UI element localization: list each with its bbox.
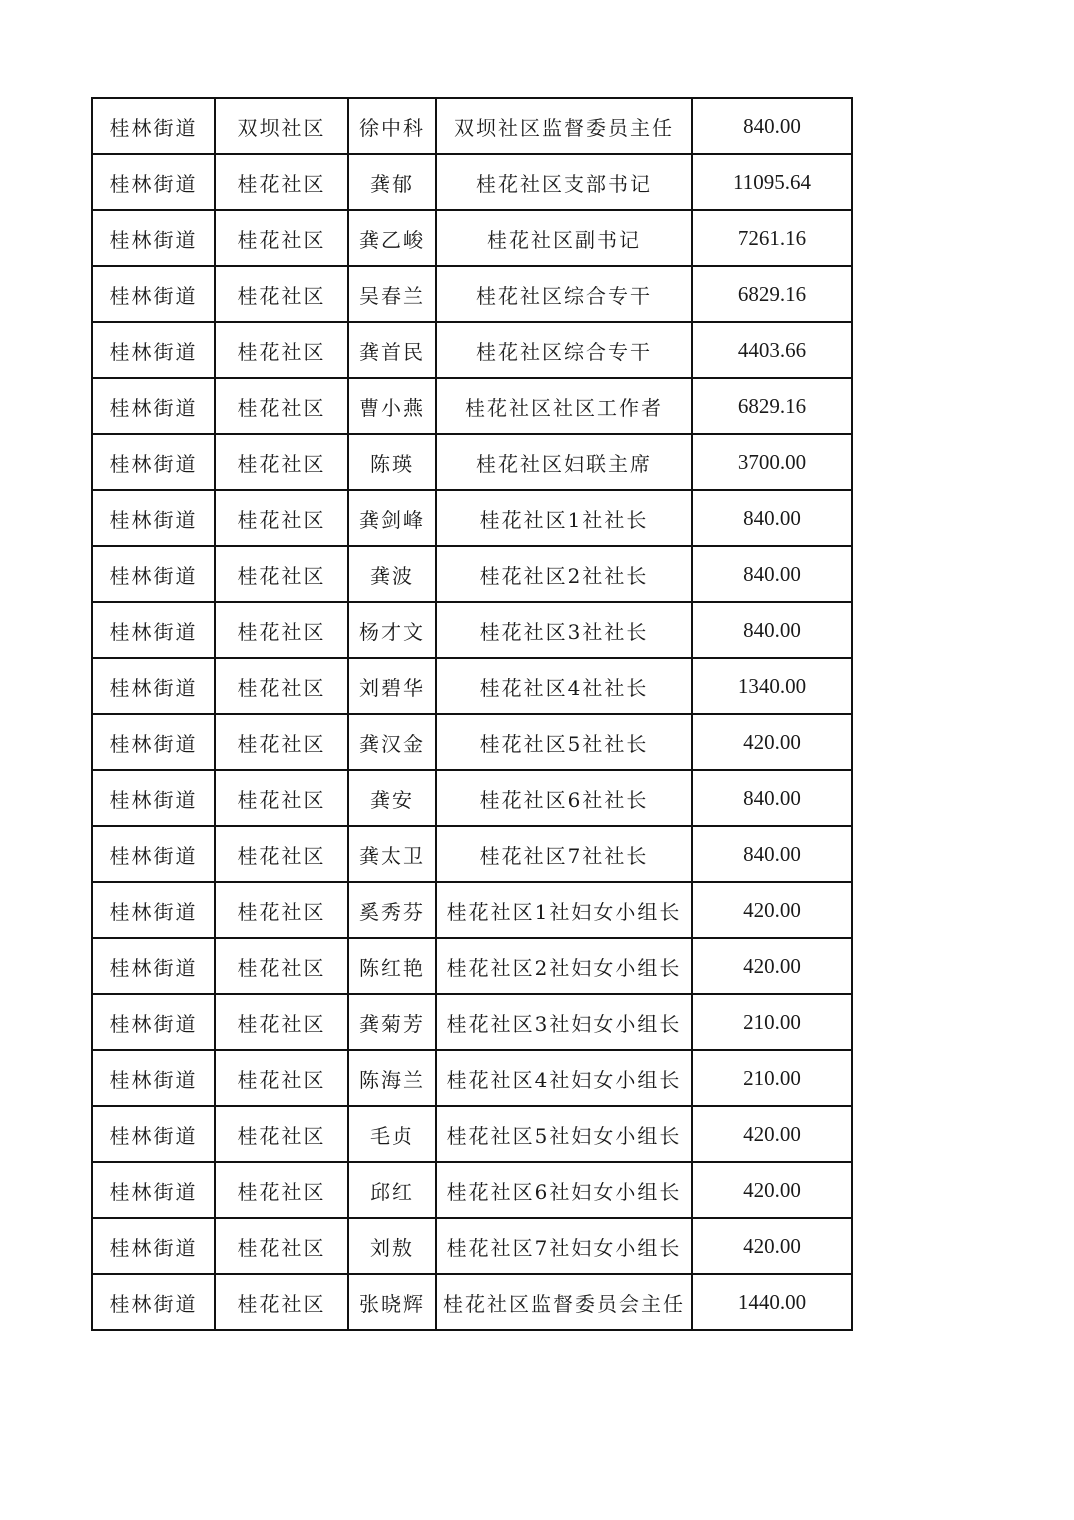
position-cell: 桂花社区7社妇女小组长 xyxy=(436,1218,692,1274)
person-name-cell: 曹小燕 xyxy=(348,378,436,434)
community-cell: 桂花社区 xyxy=(215,1050,348,1106)
community-cell: 桂花社区 xyxy=(215,826,348,882)
community-cell: 桂花社区 xyxy=(215,1218,348,1274)
position-cell: 桂花社区2社妇女小组长 xyxy=(436,938,692,994)
position-cell: 桂花社区妇联主席 xyxy=(436,434,692,490)
person-name-cell: 龚郁 xyxy=(348,154,436,210)
street-cell: 桂林街道 xyxy=(92,434,215,490)
street-cell: 桂林街道 xyxy=(92,1162,215,1218)
street-cell: 桂林街道 xyxy=(92,1106,215,1162)
position-cell: 双坝社区监督委员主任 xyxy=(436,98,692,154)
person-name-cell: 邱红 xyxy=(348,1162,436,1218)
table-row xyxy=(92,994,852,1050)
street-cell: 桂林街道 xyxy=(92,602,215,658)
position-cell: 桂花社区4社社长 xyxy=(436,658,692,714)
community-cell: 桂花社区 xyxy=(215,210,348,266)
table-row xyxy=(92,266,852,322)
community-cell: 桂花社区 xyxy=(215,266,348,322)
table-row xyxy=(92,1106,852,1162)
street-cell: 桂林街道 xyxy=(92,210,215,266)
person-name-cell: 龚菊芳 xyxy=(348,994,436,1050)
position-cell: 桂花社区监督委员会主任 xyxy=(436,1274,692,1330)
position-cell: 桂花社区1社妇女小组长 xyxy=(436,882,692,938)
amount-cell: 420.00 xyxy=(692,1162,852,1218)
table-row xyxy=(92,434,852,490)
position-cell: 桂花社区7社社长 xyxy=(436,826,692,882)
position-cell: 桂花社区5社妇女小组长 xyxy=(436,1106,692,1162)
table-row xyxy=(92,714,852,770)
street-cell: 桂林街道 xyxy=(92,490,215,546)
person-name-cell: 陈红艳 xyxy=(348,938,436,994)
amount-cell: 420.00 xyxy=(692,1106,852,1162)
community-cell: 桂花社区 xyxy=(215,546,348,602)
person-name-cell: 龚波 xyxy=(348,546,436,602)
amount-cell: 840.00 xyxy=(692,826,852,882)
position-cell: 桂花社区社区工作者 xyxy=(436,378,692,434)
position-cell: 桂花社区支部书记 xyxy=(436,154,692,210)
street-cell: 桂林街道 xyxy=(92,826,215,882)
person-name-cell: 龚剑峰 xyxy=(348,490,436,546)
street-cell: 桂林街道 xyxy=(92,1050,215,1106)
table-row xyxy=(92,1162,852,1218)
amount-cell: 1440.00 xyxy=(692,1274,852,1330)
community-cell: 桂花社区 xyxy=(215,1274,348,1330)
street-cell: 桂林街道 xyxy=(92,770,215,826)
table-row xyxy=(92,658,852,714)
street-cell: 桂林街道 xyxy=(92,938,215,994)
street-cell: 桂林街道 xyxy=(92,882,215,938)
street-cell: 桂林街道 xyxy=(92,1218,215,1274)
amount-cell: 210.00 xyxy=(692,1050,852,1106)
street-cell: 桂林街道 xyxy=(92,714,215,770)
table-row xyxy=(92,882,852,938)
amount-cell: 210.00 xyxy=(692,994,852,1050)
table-row xyxy=(92,1050,852,1106)
position-cell: 桂花社区5社社长 xyxy=(436,714,692,770)
person-name-cell: 龚安 xyxy=(348,770,436,826)
street-cell: 桂林街道 xyxy=(92,1274,215,1330)
person-name-cell: 奚秀芬 xyxy=(348,882,436,938)
table-row xyxy=(92,1218,852,1274)
community-cell: 桂花社区 xyxy=(215,1106,348,1162)
community-cell: 桂花社区 xyxy=(215,490,348,546)
person-name-cell: 龚太卫 xyxy=(348,826,436,882)
amount-cell: 1340.00 xyxy=(692,658,852,714)
amount-cell: 4403.66 xyxy=(692,322,852,378)
street-cell: 桂林街道 xyxy=(92,546,215,602)
table-row xyxy=(92,322,852,378)
position-cell: 桂花社区综合专干 xyxy=(436,322,692,378)
table-row xyxy=(92,210,852,266)
street-cell: 桂林街道 xyxy=(92,378,215,434)
table-row xyxy=(92,602,852,658)
street-cell: 桂林街道 xyxy=(92,322,215,378)
amount-cell: 840.00 xyxy=(692,490,852,546)
community-cell: 桂花社区 xyxy=(215,322,348,378)
table-row xyxy=(92,378,852,434)
table-row xyxy=(92,154,852,210)
table-row xyxy=(92,770,852,826)
person-name-cell: 张晓辉 xyxy=(348,1274,436,1330)
amount-cell: 6829.16 xyxy=(692,378,852,434)
amount-cell: 840.00 xyxy=(692,602,852,658)
street-cell: 桂林街道 xyxy=(92,98,215,154)
person-name-cell: 陈海兰 xyxy=(348,1050,436,1106)
community-cell: 桂花社区 xyxy=(215,1162,348,1218)
person-name-cell: 吴春兰 xyxy=(348,266,436,322)
position-cell: 桂花社区综合专干 xyxy=(436,266,692,322)
community-cell: 桂花社区 xyxy=(215,770,348,826)
position-cell: 桂花社区1社社长 xyxy=(436,490,692,546)
amount-cell: 840.00 xyxy=(692,98,852,154)
table-row xyxy=(92,826,852,882)
street-cell: 桂林街道 xyxy=(92,994,215,1050)
position-cell: 桂花社区副书记 xyxy=(436,210,692,266)
table-row xyxy=(92,938,852,994)
person-name-cell: 毛贞 xyxy=(348,1106,436,1162)
amount-cell: 420.00 xyxy=(692,882,852,938)
community-cell: 桂花社区 xyxy=(215,154,348,210)
amount-cell: 840.00 xyxy=(692,770,852,826)
person-name-cell: 龚乙峻 xyxy=(348,210,436,266)
community-cell: 桂花社区 xyxy=(215,994,348,1050)
person-name-cell: 刘碧华 xyxy=(348,658,436,714)
position-cell: 桂花社区3社社长 xyxy=(436,602,692,658)
amount-cell: 6829.16 xyxy=(692,266,852,322)
community-cell: 桂花社区 xyxy=(215,882,348,938)
amount-cell: 420.00 xyxy=(692,1218,852,1274)
community-cell: 双坝社区 xyxy=(215,98,348,154)
community-cell: 桂花社区 xyxy=(215,938,348,994)
amount-cell: 840.00 xyxy=(692,546,852,602)
person-name-cell: 龚首民 xyxy=(348,322,436,378)
amount-cell: 420.00 xyxy=(692,714,852,770)
community-cell: 桂花社区 xyxy=(215,378,348,434)
person-name-cell: 刘敖 xyxy=(348,1218,436,1274)
person-name-cell: 杨才文 xyxy=(348,602,436,658)
community-cell: 桂花社区 xyxy=(215,602,348,658)
table-row xyxy=(92,490,852,546)
position-cell: 桂花社区6社妇女小组长 xyxy=(436,1162,692,1218)
table-row xyxy=(92,546,852,602)
community-cell: 桂花社区 xyxy=(215,658,348,714)
table-row xyxy=(92,98,852,154)
street-cell: 桂林街道 xyxy=(92,658,215,714)
position-cell: 桂花社区3社妇女小组长 xyxy=(436,994,692,1050)
street-cell: 桂林街道 xyxy=(92,154,215,210)
roster-table xyxy=(91,97,853,1331)
amount-cell: 420.00 xyxy=(692,938,852,994)
position-cell: 桂花社区6社社长 xyxy=(436,770,692,826)
person-name-cell: 徐中科 xyxy=(348,98,436,154)
person-name-cell: 陈瑛 xyxy=(348,434,436,490)
community-cell: 桂花社区 xyxy=(215,714,348,770)
position-cell: 桂花社区4社妇女小组长 xyxy=(436,1050,692,1106)
position-cell: 桂花社区2社社长 xyxy=(436,546,692,602)
street-cell: 桂林街道 xyxy=(92,266,215,322)
amount-cell: 11095.64 xyxy=(692,154,852,210)
roster-body xyxy=(92,98,852,1330)
community-cell: 桂花社区 xyxy=(215,434,348,490)
amount-cell: 3700.00 xyxy=(692,434,852,490)
amount-cell: 7261.16 xyxy=(692,210,852,266)
table-row xyxy=(92,1274,852,1330)
person-name-cell: 龚汉金 xyxy=(348,714,436,770)
